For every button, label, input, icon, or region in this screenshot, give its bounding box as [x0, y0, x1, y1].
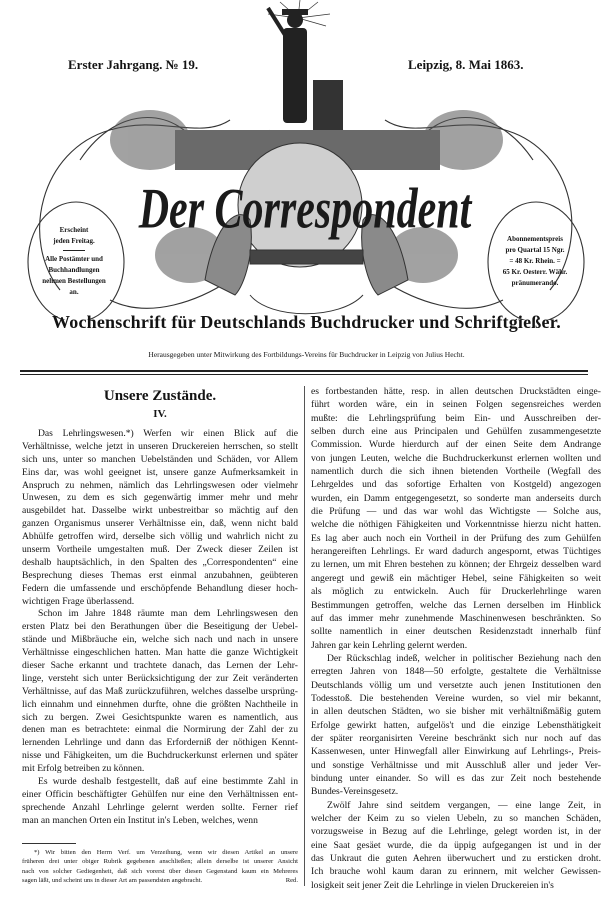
text-line: wurden, ein Damm entgegengesetzt, so sonderte man anderseits durch — [311, 492, 601, 504]
text-line: deshalb hauptsächlich, in den Spalten des „Correspondenten“ eine — [22, 556, 298, 568]
text-line: Bundes-Vereinsgesetz. — [311, 786, 399, 798]
masthead-rule — [20, 370, 588, 372]
text-line: das Unkraut die guten Aehren überwuchert und zu ersticken droht. — [311, 853, 601, 865]
article-heading: Unsere Zustände. — [103, 388, 217, 404]
info-line: Alle Postämter und — [45, 255, 103, 263]
text-line: Eins dar, was wohl geeignet ist, unsere ganze Aufmerksamkeit in — [22, 466, 298, 478]
text-line: Der Rückschlag indeß, welcher in politischer Beziehung nach den — [327, 652, 601, 664]
text-line: ausgebildet hat. Dasselbe wirkt unbestreitbar so mächtig auf den — [22, 505, 298, 517]
text-line: linge, versteht sich unter Berücksichtigung der zur Zeit veränderten — [22, 672, 298, 684]
text-line: sprechende Anzahl Lehrlinge gelernt werden sollte. Ferner rief — [22, 801, 298, 813]
text-line: vorzugsweise in Bezug auf die Lehrlinge, gelegt worden ist, in der — [311, 826, 601, 838]
price-line: 65 Kr. Oesterr. Währ. — [502, 268, 568, 276]
info-line: Buchhandlungen — [48, 266, 100, 274]
text-line: man an manchen Orten ein Institut in's Leben, welches, wenn — [22, 814, 258, 826]
text-line: zu lernen, um mit Ehren bestehen zu können; der Ehrgeiz desselben ward — [311, 559, 601, 571]
paragraph — [311, 799, 601, 892]
text-line: lich einnahm und einnehmen durfte, ohne die größten Nachtheile in — [22, 698, 298, 710]
paragraph — [311, 652, 601, 799]
text-line: als möglich zu entwickeln. Auch für Druckerlehrlinge waren — [311, 586, 601, 598]
paragraph — [22, 776, 298, 828]
text-line: stände und Mißbräuche ein, welche sich nach und nach in unsere — [22, 634, 298, 646]
text-line: ersten Platz bei den Berathungen über die Beseitigung der Uebel- — [22, 621, 298, 633]
footnote-text: sagen läßt, und scheint uns in dieser Art am passendsten angebracht. — [22, 877, 203, 885]
text-line: losigkeit seit jener Zeit die Lehrlinge in vielen Druckereien in's — [311, 879, 554, 891]
info-line: Erscheint — [59, 226, 89, 234]
editor-line: Herausgegeben unter Mitwirkung des Fortbildungs-Vereins für Buchdrucker in Leipzig von Julius Hecht. — [148, 350, 465, 359]
footnote-line — [22, 876, 298, 885]
text-line: Kassenwesen, unter Hinwegfall aller Einwirkung auf Lehrlings-, Preis- — [311, 746, 601, 758]
text-line: nisse und Fähigkeiten, um die Buchdruckerkunst erlernen und später — [22, 750, 298, 762]
text-line: und sonstige Verhältnisse und mit Ausschluß aller und jeder Ver- — [311, 759, 601, 771]
text-line: wichtigen Frage überlassend. — [22, 595, 135, 607]
text-line: Bestimmungen getroffen, welche das Lernen derselben im Hinblick — [311, 599, 601, 611]
text-line: mit Erfolg betreiben zu können. — [22, 763, 145, 775]
paragraph — [22, 428, 298, 608]
text-line: bindung unter einander. So will es das zur Zeit noch bestehende — [311, 772, 601, 784]
footnote-signature: Red. — [285, 877, 298, 885]
info-line: nehmen Bestellungen — [42, 277, 106, 285]
masthead-rule — [20, 374, 588, 375]
text-line: führt worden wäre, ein in seinen Folgen segensreiches werden — [311, 399, 601, 411]
text-line: dieser Sache erkannt und trachtete danach, das Lernen der Lehr- — [22, 660, 298, 672]
text-line: namentlich durch die sich ihnen bietenden Vortheile (Wegfall des — [311, 466, 601, 478]
text-line: Federn die umfassende und erschöpfende Behandlung dieser hoch- — [22, 582, 298, 594]
text-line: Anspruch zu nehmen, nämlich das Lehrlingswesen oder vielmehr — [22, 479, 298, 491]
text-line: eine Saat gesäet wurde, die da üppig aufgegangen ist und in der — [311, 839, 601, 851]
text-line: Jahren gar kein Lehrling gelernt werden. — [311, 639, 468, 651]
text-line: es fortbestanden hätte, resp. in allen deutschen Druckstädten einge- — [311, 386, 601, 397]
text-line: Zwölf Jahre sind seitdem vergangen, — eine lange Zeit, in — [327, 799, 601, 811]
newspaper-title-logo: Der Correspondent — [138, 178, 472, 242]
gutenberg-figure — [268, 8, 343, 130]
article-part-number: IV. — [153, 408, 167, 420]
text-line: der später reorganisirten Vereine beschränkt sich nur noch auf das — [311, 732, 601, 744]
text-line: Verhältnisse eingeschlichen hatten. Man hatte die ganze Wichtigkeit — [22, 647, 298, 659]
price-line: pränumerando. — [511, 279, 559, 287]
column-divider — [304, 386, 305, 886]
text-line: Schon im Jahre 1848 räumte man dem Lehrlingswesen den — [38, 608, 298, 620]
text-line: Besprechung dieses Themas erst einmal anzubahnen, geübteren — [22, 569, 298, 581]
footnote-line: nach von solcher Gediegenheit, daß sich vorerst über diesen Gegenstand kaum ein Mehreres — [22, 867, 298, 875]
text-line: sich zu bergen. Zwei Gesichtspunkte waren es namentlich, aus — [22, 711, 298, 723]
text-line: herangereiften Lehrlings. Er ward dadurch angespornt, etwas Tüchtiges — [311, 546, 601, 558]
text-line: Lehrgeldes und das sofortige Erhalten von Kostgeld) angezogen — [311, 479, 601, 491]
text-line: welche die nöthigen Fähigkeiten und Vorkenntnisse hierzu nicht hatten. — [311, 519, 601, 531]
text-line: angeregt und gewiß ein mächtiger Hebel, seine Fähigkeiten so weit — [311, 572, 601, 584]
footnote-rule — [22, 843, 76, 844]
text-line: Abhülfe getroffen wird, derselbe sich völlig und wahrlich nicht zu — [22, 531, 298, 543]
text-line: unserm Vortheile umgestalten muß. Der Zweck dieser Zeilen ist — [22, 544, 298, 556]
text-line: lernenden Lehrlinge und dann das Erforderniß der nöthigen Kennt- — [22, 737, 298, 749]
info-line: jeden Freitag. — [53, 237, 95, 245]
column-right-body — [311, 385, 601, 892]
footnote-line: *) Wir bitten den Herrn Verf. um Verzeihung, wenn wir diesen Artikel an unsere — [34, 849, 298, 856]
info-line: an. — [69, 288, 79, 296]
text-line: sich uns, unter so manchen Uebelständen und Schäden, vor Allem — [22, 453, 298, 465]
subscription-price-box — [492, 234, 578, 289]
paragraph — [311, 385, 601, 652]
text-line: Ich brauche wohl kaum daran zu erinnern, mit welcher Gewissen- — [311, 866, 601, 878]
text-line: sollte namentlich in einer deutschen Residenzstadt innerhalb fünf — [311, 626, 601, 638]
text-line: Verhältnisse, welche jetzt in unseren Druckereien herrschen, so stellt — [22, 440, 298, 452]
text-line: Todesstoß. Die bestehenden Vereine wurden, so viel mir bekannt, — [311, 692, 601, 704]
footnote — [22, 848, 298, 886]
text-line: einer Officin beschäftigter Gehülfen nur eine den Verhältnissen ent- — [22, 788, 298, 800]
divider — [63, 250, 85, 251]
column-left-body — [22, 428, 298, 828]
text-line: selben durch eine aus Principalen und Gehülfen zusammengesetzte — [311, 426, 601, 438]
text-line: denen man es betrachtete: einmal die Normirung der Zahl der zu — [22, 724, 298, 736]
price-line: pro Quartal 15 Ngr. — [505, 246, 565, 254]
issue-number: Erster Jahrgang. № 19. — [68, 57, 199, 72]
text-line: welcher der Keim zu so vielen Uebeln, zu so manchen Schäden, — [311, 813, 601, 824]
text-line: die Prüfung — und das war wohl das Wichtigste — Solche aus, — [311, 506, 601, 518]
text-line: ganzen Organismus unserer Verhältnisse ein, daß, wenn nicht bald — [22, 518, 298, 530]
price-line: Abonnementspreis — [507, 235, 563, 243]
text-line: Es lag aber auch noch ein Vortheil in der Prüfung des zum Gehülfen — [311, 532, 601, 544]
text-line: Erfolge gewirkt hatten, aufgelös't und die einzige Lebensthätigkeit — [311, 719, 601, 731]
place-date: Leipzig, 8. Mai 1863. — [408, 57, 524, 72]
text-line: Das Lehrlingswesen.*) Werfen wir einen Blick auf die — [38, 428, 298, 439]
text-line: mußte: die Lehrlingsprüfung beim Ein- und Ausschreiben der- — [311, 412, 601, 424]
text-line: Deutschlands völlig um und versetzte auch jenen Institutionen den — [311, 679, 601, 691]
subtitle: Wochenschrift für Deutschlands Buchdrucker und Schriftgießer. — [52, 312, 561, 332]
publication-info-box — [34, 225, 114, 298]
text-line: von jungen Leuten, welche die Buchdruckerkunst erlernen wollten und — [311, 452, 601, 464]
text-line: erregten Jahren von 1848—50 erfolgte, gestaltete die Verhältnisse — [311, 666, 601, 678]
text-line: in allen deutschen Städten, wo sie bisher mit verhältnißmäßig gutem — [311, 706, 601, 718]
column-left — [22, 388, 298, 828]
text-line: Commission. Wurde hierdurch auf der einen Seite dem Andrange — [311, 439, 601, 451]
footnote-line: früheren drei unter obiger Rubrik gegebenen anschließen; allein derselbe ist unserer Ansicht — [22, 858, 298, 866]
text-line: Unwesen, zu dem es sich gegenwärtig immer mehr und mehr — [22, 492, 298, 504]
column-right — [311, 385, 601, 892]
text-line: auf das immer mehr zunehmende Maschinenwesen beschränkten. So — [311, 612, 601, 624]
paragraph — [22, 608, 298, 776]
text-line: Es wurde deshalb festgestellt, daß auf eine bestimmte Zahl in — [38, 776, 298, 788]
text-line: Verhältnisse, auf das Maß zurückzuführen, welches dasselbe ursprüng- — [22, 685, 298, 697]
price-line: = 48 Kr. Rhein. = — [509, 257, 561, 265]
